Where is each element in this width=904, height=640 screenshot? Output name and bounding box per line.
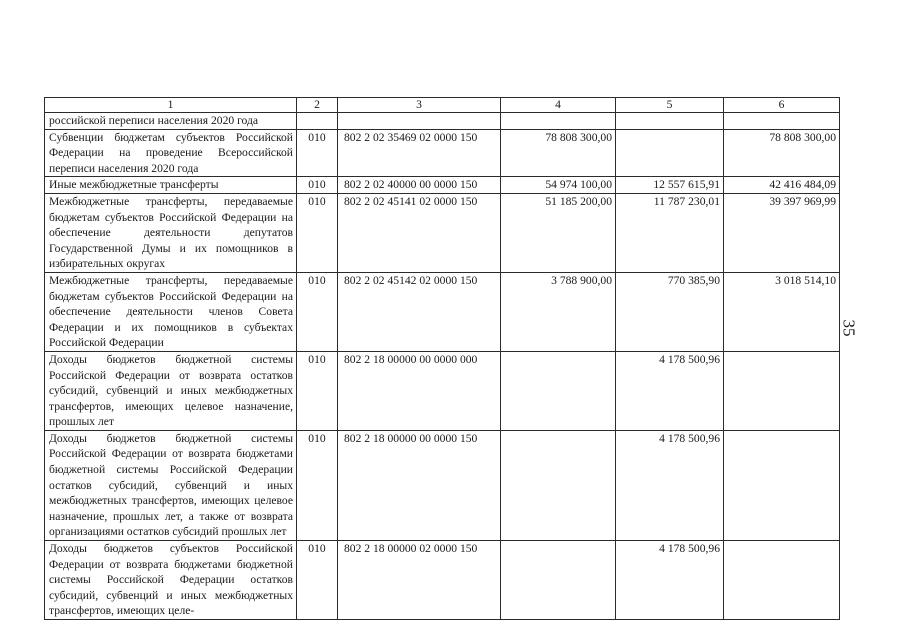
page-number: 35 xyxy=(839,319,859,337)
remaining-amount-cell: 3 018 514,10 xyxy=(724,272,840,351)
table-row xyxy=(45,129,840,177)
remaining-amount-cell: 39 397 969,99 xyxy=(724,193,840,272)
table-row xyxy=(45,177,840,194)
column-header: 5 xyxy=(616,98,724,113)
executed-amount-cell: 4 178 500,96 xyxy=(616,430,724,540)
admin-code-cell: 010 xyxy=(297,129,338,177)
admin-code-cell: 010 xyxy=(297,193,338,272)
budget-code-cell: 802 2 02 35469 02 0000 150 xyxy=(338,129,501,177)
executed-amount-cell: 770 385,90 xyxy=(616,272,724,351)
remaining-amount-cell xyxy=(724,351,840,430)
approved-amount-cell xyxy=(501,430,616,540)
table-row xyxy=(45,351,840,430)
budget-code-cell: 802 2 02 45141 02 0000 150 xyxy=(338,193,501,272)
column-header: 3 xyxy=(338,98,501,113)
admin-code-cell: 010 xyxy=(297,351,338,430)
row-name-cell: Доходы бюджетов бюджетной системы Российской Федерации от возврата остатков субсидий, субвенций и иных межбюджетных трансфертов, имеющих целевое назначение, прошлых лет xyxy=(45,351,297,430)
executed-amount-cell: 4 178 500,96 xyxy=(616,351,724,430)
row-name-cell: Иные межбюджетные трансферты xyxy=(45,177,297,194)
table-row xyxy=(45,430,840,540)
budget-code-cell: 802 2 02 40000 00 0000 150 xyxy=(338,177,501,194)
column-header: 4 xyxy=(501,98,616,113)
admin-code-cell: 010 xyxy=(297,541,338,620)
budget-table xyxy=(44,97,840,620)
budget-code-cell: 802 2 18 00000 00 0000 000 xyxy=(338,351,501,430)
remaining-amount-cell xyxy=(724,541,840,620)
approved-amount-cell xyxy=(501,351,616,430)
table-row xyxy=(45,541,840,620)
executed-amount-cell: 11 787 230,01 xyxy=(616,193,724,272)
row-name-cell: российской переписи населения 2020 года xyxy=(45,113,297,130)
column-header: 1 xyxy=(45,98,297,113)
approved-amount-cell: 3 788 900,00 xyxy=(501,272,616,351)
admin-code-cell xyxy=(297,113,338,130)
row-name-cell: Межбюджетные трансферты, передаваемые бюджетам субъектов Российской Федерации на обеспечение деятельности членов Совета Федерации и их помощников в субъектах Российской Федерации xyxy=(45,272,297,351)
column-header: 6 xyxy=(724,98,840,113)
budget-code-cell xyxy=(338,113,501,130)
approved-amount-cell: 51 185 200,00 xyxy=(501,193,616,272)
approved-amount-cell: 78 808 300,00 xyxy=(501,129,616,177)
column-header: 2 xyxy=(297,98,338,113)
budget-code-cell: 802 2 02 45142 02 0000 150 xyxy=(338,272,501,351)
remaining-amount-cell xyxy=(724,430,840,540)
executed-amount-cell: 4 178 500,96 xyxy=(616,541,724,620)
remaining-amount-cell: 78 808 300,00 xyxy=(724,129,840,177)
table-row xyxy=(45,113,840,130)
admin-code-cell: 010 xyxy=(297,430,338,540)
approved-amount-cell xyxy=(501,113,616,130)
approved-amount-cell xyxy=(501,541,616,620)
admin-code-cell: 010 xyxy=(297,177,338,194)
row-name-cell: Доходы бюджетов субъектов Российской Федерации от возврата бюджетами бюджетной системы Российской Федерации остатков субсидий, субвенций и иных межбюджетных трансфертов, имеющих целе- xyxy=(45,541,297,620)
row-name-cell: Субвенции бюджетам субъектов Российской Федерации на проведение Всероссийской переписи населения 2020 года xyxy=(45,129,297,177)
admin-code-cell: 010 xyxy=(297,272,338,351)
budget-code-cell: 802 2 18 00000 02 0000 150 xyxy=(338,541,501,620)
remaining-amount-cell xyxy=(724,113,840,130)
executed-amount-cell xyxy=(616,113,724,130)
remaining-amount-cell: 42 416 484,09 xyxy=(724,177,840,194)
row-name-cell: Доходы бюджетов бюджетной системы Российской Федерации от возврата бюджетами бюджетной системы Российской Федерации остатков субсидий, субвенций и иных межбюджетных трансфертов, имеющих целевое назначение, прошлых лет, а также от возврата организациями остатков субсидий прошлых лет xyxy=(45,430,297,540)
executed-amount-cell: 12 557 615,91 xyxy=(616,177,724,194)
table-header-row xyxy=(45,98,840,113)
table-row xyxy=(45,193,840,272)
table-row xyxy=(45,272,840,351)
row-name-cell: Межбюджетные трансферты, передаваемые бюджетам субъектов Российской Федерации на обеспечение деятельности депутатов Государственной Думы и их помощников в избирательных округах xyxy=(45,193,297,272)
executed-amount-cell xyxy=(616,129,724,177)
budget-code-cell: 802 2 18 00000 00 0000 150 xyxy=(338,430,501,540)
approved-amount-cell: 54 974 100,00 xyxy=(501,177,616,194)
